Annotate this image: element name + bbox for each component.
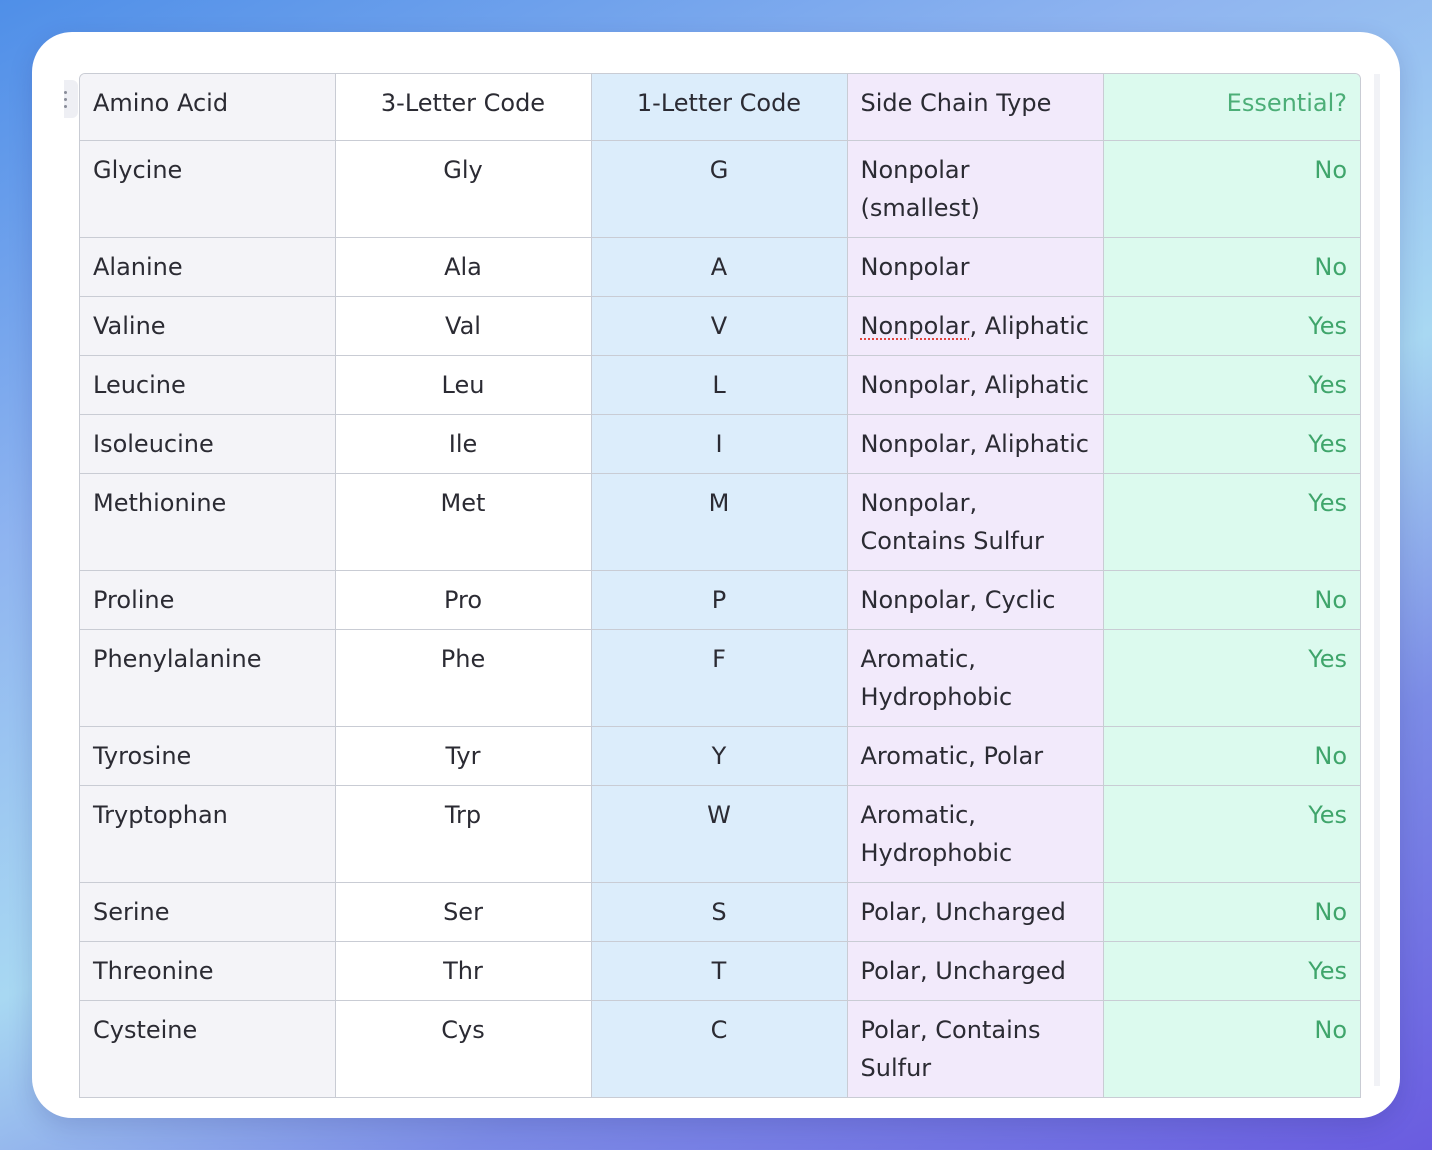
cell-three-letter-code[interactable]: Gly bbox=[335, 141, 591, 238]
cell-three-letter-code[interactable]: Val bbox=[335, 297, 591, 356]
cell-amino-acid[interactable]: Valine bbox=[80, 297, 335, 356]
table-row bbox=[80, 883, 1360, 942]
cell-amino-acid[interactable]: Phenylalanine bbox=[80, 630, 335, 727]
cell-one-letter-code[interactable]: A bbox=[591, 238, 847, 297]
cell-essential[interactable]: Yes bbox=[1103, 297, 1360, 356]
scrollbar-track[interactable] bbox=[1374, 74, 1380, 1086]
table-row bbox=[80, 786, 1360, 883]
cell-side-chain-type[interactable]: Nonpolar, Contains Sulfur bbox=[847, 474, 1103, 571]
cell-side-chain-type[interactable]: Polar, Uncharged bbox=[847, 942, 1103, 1001]
cell-essential[interactable]: Yes bbox=[1103, 942, 1360, 1001]
cell-one-letter-code[interactable]: I bbox=[591, 415, 847, 474]
cell-three-letter-code[interactable]: Pro bbox=[335, 571, 591, 630]
cell-essential[interactable]: Yes bbox=[1103, 786, 1360, 883]
table-row bbox=[80, 474, 1360, 571]
table-row bbox=[80, 297, 1360, 356]
cell-one-letter-code[interactable]: S bbox=[591, 883, 847, 942]
spellcheck-flagged-word[interactable]: Nonpolar bbox=[860, 312, 970, 340]
cell-one-letter-code[interactable]: W bbox=[591, 786, 847, 883]
table-row bbox=[80, 942, 1360, 1001]
table-header-row bbox=[80, 74, 1360, 141]
table-container bbox=[79, 73, 1361, 1098]
cell-three-letter-code[interactable]: Met bbox=[335, 474, 591, 571]
table-row bbox=[80, 238, 1360, 297]
cell-essential[interactable]: No bbox=[1103, 883, 1360, 942]
cell-amino-acid[interactable]: Isoleucine bbox=[80, 415, 335, 474]
table-row bbox=[80, 141, 1360, 238]
cell-essential[interactable]: Yes bbox=[1103, 474, 1360, 571]
table-card bbox=[32, 32, 1400, 1118]
cell-amino-acid[interactable]: Proline bbox=[80, 571, 335, 630]
cell-side-chain-type[interactable]: Aromatic, Hydrophobic bbox=[847, 630, 1103, 727]
header-three-letter-code[interactable]: 3-Letter Code bbox=[335, 74, 591, 141]
cell-side-chain-type[interactable]: Polar, Uncharged bbox=[847, 883, 1103, 942]
table-row bbox=[80, 356, 1360, 415]
table-row bbox=[80, 1001, 1360, 1098]
amino-acid-table bbox=[80, 74, 1360, 1098]
cell-essential[interactable]: Yes bbox=[1103, 415, 1360, 474]
header-one-letter-code[interactable]: 1-Letter Code bbox=[591, 74, 847, 141]
cell-side-chain-type[interactable]: Nonpolar bbox=[847, 238, 1103, 297]
cell-essential[interactable]: No bbox=[1103, 141, 1360, 238]
cell-three-letter-code[interactable]: Ile bbox=[335, 415, 591, 474]
cell-amino-acid[interactable]: Alanine bbox=[80, 238, 335, 297]
cell-amino-acid[interactable]: Tryptophan bbox=[80, 786, 335, 883]
cell-essential[interactable]: Yes bbox=[1103, 630, 1360, 727]
cell-essential[interactable]: Yes bbox=[1103, 356, 1360, 415]
drag-handle-icon[interactable] bbox=[64, 80, 78, 118]
cell-essential[interactable]: No bbox=[1103, 238, 1360, 297]
cell-amino-acid[interactable]: Cysteine bbox=[80, 1001, 335, 1098]
cell-side-chain-type[interactable]: Aromatic, Hydrophobic bbox=[847, 786, 1103, 883]
cell-essential[interactable]: No bbox=[1103, 1001, 1360, 1098]
cell-one-letter-code[interactable]: G bbox=[591, 141, 847, 238]
cell-one-letter-code[interactable]: Y bbox=[591, 727, 847, 786]
cell-one-letter-code[interactable]: P bbox=[591, 571, 847, 630]
cell-amino-acid[interactable]: Tyrosine bbox=[80, 727, 335, 786]
cell-side-chain-type[interactable] bbox=[847, 297, 1103, 356]
cell-three-letter-code[interactable]: Leu bbox=[335, 356, 591, 415]
header-amino-acid[interactable]: Amino Acid bbox=[80, 74, 335, 141]
table-row bbox=[80, 415, 1360, 474]
cell-one-letter-code[interactable]: L bbox=[591, 356, 847, 415]
header-side-chain-type[interactable]: Side Chain Type bbox=[847, 74, 1103, 141]
cell-side-chain-type[interactable]: Nonpolar, Aliphatic bbox=[847, 415, 1103, 474]
cell-three-letter-code[interactable]: Thr bbox=[335, 942, 591, 1001]
table-row bbox=[80, 630, 1360, 727]
table-row bbox=[80, 727, 1360, 786]
cell-amino-acid[interactable]: Threonine bbox=[80, 942, 335, 1001]
cell-one-letter-code[interactable]: T bbox=[591, 942, 847, 1001]
cell-three-letter-code[interactable]: Phe bbox=[335, 630, 591, 727]
cell-essential[interactable]: No bbox=[1103, 727, 1360, 786]
cell-side-chain-type[interactable]: Nonpolar, Cyclic bbox=[847, 571, 1103, 630]
cell-one-letter-code[interactable]: M bbox=[591, 474, 847, 571]
cell-amino-acid[interactable]: Methionine bbox=[80, 474, 335, 571]
cell-three-letter-code[interactable]: Trp bbox=[335, 786, 591, 883]
header-essential[interactable]: Essential? bbox=[1103, 74, 1360, 141]
cell-one-letter-code[interactable]: F bbox=[591, 630, 847, 727]
cell-side-chain-type[interactable]: Nonpolar, Aliphatic bbox=[847, 356, 1103, 415]
cell-side-chain-type[interactable]: Aromatic, Polar bbox=[847, 727, 1103, 786]
cell-three-letter-code[interactable]: Ser bbox=[335, 883, 591, 942]
table-row bbox=[80, 571, 1360, 630]
cell-side-chain-type[interactable]: Polar, Contains Sulfur bbox=[847, 1001, 1103, 1098]
side-chain-text: , Aliphatic bbox=[969, 312, 1089, 340]
cell-three-letter-code[interactable]: Cys bbox=[335, 1001, 591, 1098]
cell-one-letter-code[interactable]: C bbox=[591, 1001, 847, 1098]
cell-amino-acid[interactable]: Glycine bbox=[80, 141, 335, 238]
cell-one-letter-code[interactable]: V bbox=[591, 297, 847, 356]
cell-three-letter-code[interactable]: Tyr bbox=[335, 727, 591, 786]
cell-amino-acid[interactable]: Serine bbox=[80, 883, 335, 942]
cell-amino-acid[interactable]: Leucine bbox=[80, 356, 335, 415]
cell-side-chain-type[interactable]: Nonpolar (smallest) bbox=[847, 141, 1103, 238]
cell-essential[interactable]: No bbox=[1103, 571, 1360, 630]
cell-three-letter-code[interactable]: Ala bbox=[335, 238, 591, 297]
